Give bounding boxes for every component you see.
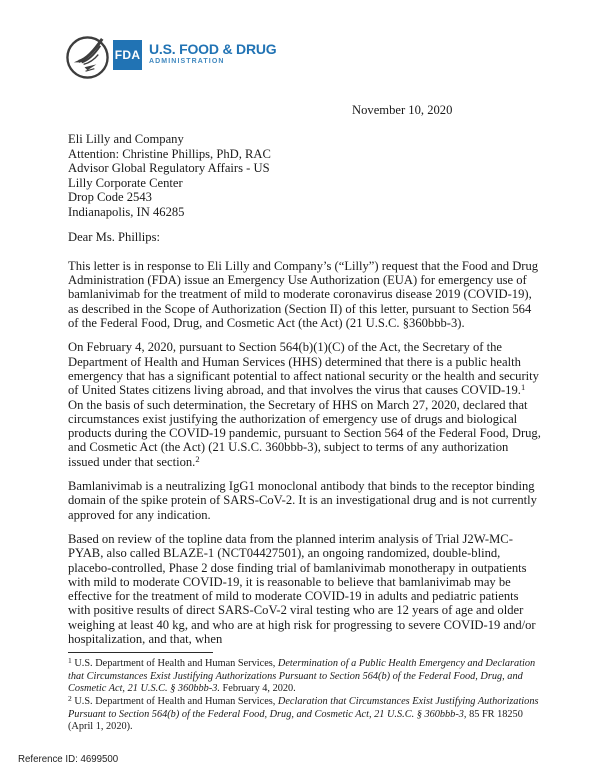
paragraph-2-text-a: On February 4, 2020, pursuant to Section 564(b)(1)(C) of the Act, the Secretary of the Department of Health and Human Services (HHS) determined that there is a public health emergency that has a significant potential to affect national security or the health and security of United States citizens living abroad, and that involves the virus that causes COVID-19. (68, 340, 539, 398)
fda-header (64, 33, 276, 80)
footnote-2-pre: U.S. Department of Health and Human Services, (71, 696, 278, 708)
agency-wordmark (149, 42, 276, 65)
footnote-1-title: Determination of a Public Health Emergency and Declaration that Circumstances Exist Justifying Authorizations Pursuant to Section 564(b) of the Federal Food, Drug, and Cosmetic Act, 21 U.S.C. § 360bbb-3. (68, 658, 536, 695)
footnote-1-pre: U.S. Department of Health and Human Services, (71, 658, 278, 670)
footnote-separator (68, 652, 213, 653)
footnote-2-title: Declaration that Circumstances Exist Justifying Authorizations Pursuant to Section 564(b) of the Federal Food, Drug, and Cosmetic Act, 21 U.S.C. § 360bbb-3 (68, 696, 539, 720)
address-line: Attention: Christine Phillips, PhD, RAC (68, 146, 271, 161)
letter-date: November 10, 2020 (352, 103, 453, 117)
footnote-reference-1: 1 (520, 382, 526, 393)
address-line: Lilly Corporate Center (68, 175, 183, 190)
address-line: Drop Code 2543 (68, 190, 152, 205)
agency-title: U.S. FOOD & DRUG (149, 41, 277, 57)
reference-id: Reference ID: 4699500 (18, 754, 119, 765)
paragraph-4: Based on review of the topline data from the planned interim analysis of Trial J2W-MC-PYAB, also called BLAZE-1 (NCT04427501), an ongoing randomized, double-blind, placebo-controlled, Phase 2 dose finding trial of bamlanivimab monotherapy in outpatients with mild to moderate COVID-19, it is reasonable to believe that bamlanivimab may be effective for the treatment of mild to moderate COVID-19 in adults and pediatric patients with positive results of direct SARS-CoV-2 viral testing who are 12 years of age and older weighing at least 40 kg, and who are at high risk for progressing to severe COVID-19 and/or hospitalization, and that, when (68, 531, 536, 646)
address-line: Indianapolis, IN 46285 (68, 204, 185, 219)
address-line: Eli Lilly and Company (68, 132, 184, 146)
agency-subtitle: ADMINISTRATION (149, 58, 225, 65)
paragraph-2 (68, 340, 541, 469)
fda-logo-text: FDA (114, 48, 141, 62)
fda-logo-box (113, 40, 142, 70)
paragraph-1: This letter is in response to Eli Lilly and Company’s (“Lilly”) request that the Food and Drug Administration (FDA) issue an Emergency Use Authorization (EUA) for emergency use of bamlanivimab for the treatment of mild to moderate coronavirus disease 2019 (COVID-19), as described in the Scope of Authorization (Section II) of this letter, pursuant to Section 564 of the Federal Food, Drug, and Cosmetic Act (the Act) (21 U.S.C. §360bbb-3). (68, 258, 539, 331)
paragraph-3: Bamlanivimab is a neutralizing IgG1 monoclonal antibody that binds to the receptor binding domain of the spike protein of SARS-CoV-2. It is an investigational drug and is not currently approved for any indication. (68, 479, 537, 522)
footnote-1-post: February 4, 2020. (219, 683, 296, 695)
footnote-1-marker: 1 (68, 656, 72, 666)
salutation: Dear Ms. Phillips: (68, 229, 161, 244)
footnote-1 (68, 658, 541, 696)
footnote-2-marker: 2 (68, 694, 72, 704)
hhs-eagle-icon (64, 33, 111, 80)
recipient-address (68, 132, 541, 220)
paragraph-2-text-b: On the basis of such determination, the Secretary of HHS on March 27, 2020, declared that circumstances exist justifying the authorization of emergency use of drugs and biological products during the COVID-19 pandemic, pursuant to Section 564 of the Federal Food, Drug, and Cosmetic Act (the Act) (21 U.S.C. 360bbb-3), subject to terms of any authorization issued under that section. (68, 397, 541, 469)
footnote-reference-2: 2 (195, 453, 200, 464)
letter-content (68, 132, 541, 734)
address-line: Advisor Global Regulatory Affairs - US (68, 161, 270, 176)
footnote-2-post: , 85 FR 18250 (April 1, 2020). (68, 708, 523, 733)
footnote-2 (68, 696, 541, 734)
